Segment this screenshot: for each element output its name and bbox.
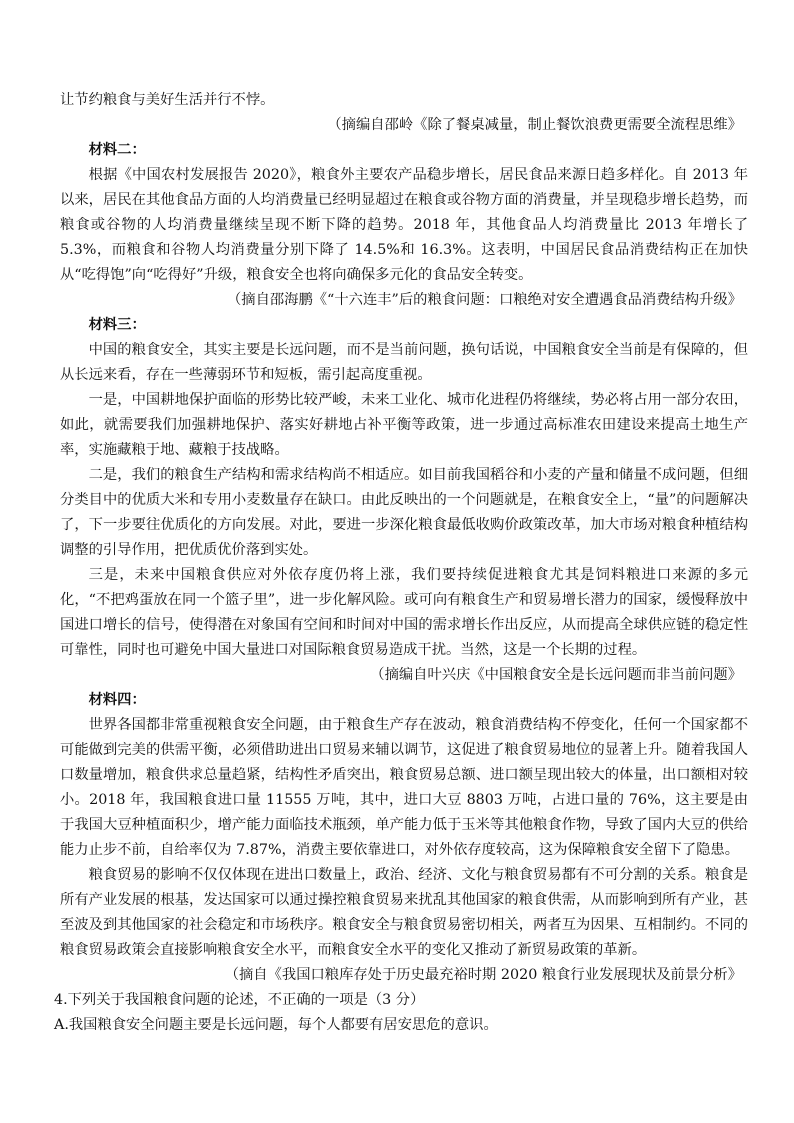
source-citation-3: （摘编自叶兴庆《中国粮食安全是长远问题而非当前问题》 bbox=[370, 667, 742, 683]
intro-line: 让节约粮食与美好生活并行不悖。 bbox=[60, 92, 275, 108]
material-3-paragraph-2: 一是，中国耕地保护面临的形势比较严峻，未来工业化、城市化进程仍将继续，势必将占用一部分农田，如此，就需要我们加强耕地保护、落实好耕地占补平衡等政策，进一步通过高标准农田建设来提高土地生产率，实施藏粮于地、藏粮于技战略。 bbox=[60, 392, 748, 458]
question-option-a: A.我国粮食安全问题主要是长远问题，每个人都要有居安思危的意识。 bbox=[54, 1017, 498, 1033]
material-4-paragraph-2: 粮食贸易的影响不仅仅体现在进出口数量上，政治、经济、文化与粮食贸易都有不可分割的关系。粮食是所有产业发展的根基，发达国家可以通过操控粮食贸易来扰乱其他国家的粮食供需，从而影响到所有产业，甚至波及到其他国家的社会稳定和市场秩序。粮食安全与粮食贸易密切相关，两者互为因果、互相制约。不同的粮食贸易政策会直接影响粮食安全水平，而粮食安全水平的变化又推动了新贸易政策的革新。 bbox=[60, 867, 748, 958]
source-citation-4: （摘自《我国口粮库存处于历史最充裕时期 2020 粮食行业发展现状及前景分析》 bbox=[224, 967, 742, 983]
material-3-paragraph-1: 中国的粮食安全，其实主要是长远问题，而不是当前问题，换句话说，中国粮食安全当前是有保障的，但从长远来看，存在一些薄弱环节和短板，需引起高度重视。 bbox=[60, 342, 748, 383]
material-3-paragraph-3: 二是，我们的粮食生产结构和需求结构尚不相适应。如目前我国稻谷和小麦的产量和储量不成问题，但细分类目中的优质大米和专用小麦数量存在缺口。由此反映出的一个问题就是，在粮食安全上，“量”的问题解决了，下一步要往优质化的方向发展。对此，要进一步深化粮食最低收购价政策改革，加大市场对粮食种植结构调整的引导作用，把优质优价落到实处。 bbox=[60, 467, 748, 558]
material-3-paragraph-4: 三是，未来中国粮食供应对外依存度仍将上涨，我们要持续促进粮食尤其是饲料粮进口来源的多元化，“不把鸡蛋放在同一个篮子里”，进一步化解风险。或可向有粮食生产和贸易增长潜力的国家，缓慢释放中国进口增长的信号，使得潜在对象国有空间和时间对中国的需求增长作出反应，从而提高全球供应链的稳定性可靠性，同时也可避免中国大量进口对国际粮食贸易造成干扰。当然，这是一个长期的过程。 bbox=[60, 567, 748, 658]
source-citation-2: （摘自邵海鹏《“十六连丰”后的粮食问题：口粮绝对安全遭遇食品消费结构升级》 bbox=[226, 292, 742, 308]
material-2-heading: 材料二： bbox=[88, 142, 146, 158]
material-3-heading: 材料三： bbox=[88, 317, 146, 333]
source-citation-1: （摘编自邵岭《除了餐桌减量，制止餐饮浪费更需要全流程思维》 bbox=[327, 117, 742, 133]
material-4-paragraph-1: 世界各国都非常重视粮食安全问题，由于粮食生产存在波动，粮食消费结构不停变化，任何一个国家都不可能做到完美的供需平衡，必须借助进出口贸易来辅以调节，这促进了粮食贸易地位的显著上升。随着我国人口数量增加，粮食供求总量趋紧，结构性矛盾突出，粮食贸易总额、进口额呈现出较大的体量，出口额相对较小。2018 年，我国粮食进口量 11555 万吨，其中，进口大豆 8803 万吨，占进口量的 76%，这主要是由于我国大豆种植面积少，增产能力面临技术瓶颈，单产能力低于玉米等其他粮食作物，导致了国内大豆的供给能力止步不前，自给率仅为 7.87%，消费主要依靠进口，对外依存度较高，这为保障粮食安全留下了隐患。 bbox=[60, 717, 748, 858]
question-stem: 4.下列关于我国粮食问题的论述，不正确的一项是（3 分） bbox=[54, 992, 425, 1008]
material-4-heading: 材料四： bbox=[88, 692, 146, 708]
material-2-paragraph: 根据《中国农村发展报告 2020》，粮食外主要农产品稳步增长，居民食品来源日趋多样化。自 2013 年以来，居民在其他食品方面的人均消费量已经明显超过在粮食或谷物方面的消费量，并呈现稳步增长趋势，而粮食或谷物的人均消费量继续呈现不断下降的趋势。2018 年，其他食品人均消费量比 2013 年增长了 5.3%，而粮食和谷物人均消费量分别下降了 14.5%和 16.3%。这表明，中国居民食品消费结构正在加快从“吃得饱”向“吃得好”升级，粮食安全也将向确保多元化的食品安全转变。 bbox=[60, 167, 748, 283]
